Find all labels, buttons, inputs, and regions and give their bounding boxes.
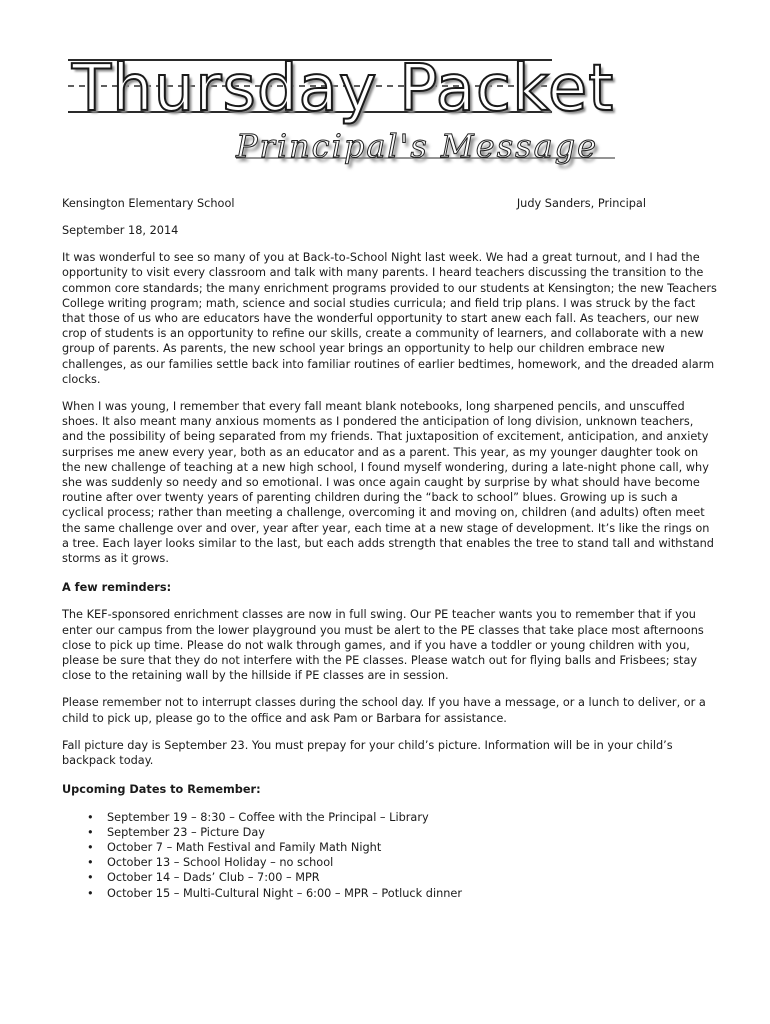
- list-item-text: September 23 – Picture Day: [107, 825, 265, 839]
- letter-date: September 18, 2014: [62, 224, 179, 237]
- dates-list: [62, 810, 718, 901]
- list-item: [87, 870, 718, 885]
- list-item-text: October 15 – Multi-Cultural Night – 6:00 – MPR – Potluck dinner: [107, 886, 463, 900]
- list-item: [87, 810, 718, 825]
- list-item-text: September 19 – 8:30 – Coffee with the Principal – Library: [107, 810, 429, 824]
- list-item: [87, 825, 718, 840]
- list-item: [87, 886, 718, 901]
- bullet-icon: •: [87, 810, 94, 824]
- dates-heading: Upcoming Dates to Remember:: [62, 783, 261, 797]
- bullet-icon: •: [87, 856, 94, 870]
- body-paragraph-2: When I was young, I remember that every fall meant blank notebooks, long sharpened pencils, and unscuffed shoes. It also meant many anxious moments as I pondered the anticipation of long division, unknown teachers, and the possibility of being separated from my friends. That juxtaposition of excitement, anticipation, and anxiety surprises me anew every year, both as an educator and as a parent. This year, as my younger daughter took on the new challenge of teaching at a new high school, I found myself wondering, during a late-night phone call, why she was suddenly so needy and so emotional. I was once again caught by surprise by what should have become routine after over twenty years of parenting children during the “back to school” blues. Growing up is such a cyclical process; rather than meeting a challenge, overcoming it and moving on, children (and adults) often meet the same challenge over and over, year after year, each time at a new stage of development. It’s like the rings on a tree. Each layer looks similar to the last, but each adds strength that enables the tree to stand tall and withstand storms as it grows.: [62, 400, 714, 566]
- list-item: [87, 840, 718, 855]
- list-item-text: October 14 – Dads’ Club – 7:00 – MPR: [107, 871, 320, 885]
- masthead-subtitle: Principal's Message: [236, 127, 599, 165]
- list-item: [87, 855, 718, 870]
- reminders-heading: A few reminders:: [62, 581, 172, 595]
- letter-content: [62, 196, 718, 901]
- bullet-icon: •: [87, 840, 94, 854]
- reminder-paragraph-1: The KEF-sponsored enrichment classes are now in full swing. Our PE teacher wants you to remember that if you enter our campus from the lower playground you must be alert to the PE classes that take place most afternoons close to pick up time. Please do not walk through games, and if you have a toddler or young children with you, please be sure that they do not interfere with the PE classes. Please watch out for flying balls and Frisbees; stay close to the retaining wall by the hillside if PE classes are in session.: [62, 608, 704, 683]
- list-item-text: October 7 – Math Festival and Family Math Night: [107, 840, 382, 854]
- bullet-icon: •: [87, 871, 94, 885]
- list-item-text: October 13 – School Holiday – no school: [107, 856, 334, 870]
- masthead-title: Thursday Packet: [72, 52, 615, 126]
- bullet-icon: •: [87, 886, 94, 900]
- body-paragraph-1: It was wonderful to see so many of you at Back-to-School Night last week. We had a great turnout, and I had the opportunity to visit every classroom and talk with many parents. I heard teachers discussing the transition to the common core standards; the many enrichment programs provided to our students at Kensington; the new Teachers College writing program; math, science and social studies curricula; and field trip plans. I was struck by the fact that those of us who are educators have the wonderful opportunity to start anew each fall. As teachers, our new crop of students is an opportunity to refine our skills, create a community of learners, and collaborate with a new group of parents. As parents, the new school year brings an opportunity to help our children embrace new challenges, as our families settle back into familiar routines of earlier bedtimes, homework, and the dreaded alarm clocks.: [62, 251, 717, 386]
- bullet-icon: •: [87, 825, 94, 839]
- reminder-paragraph-3: Fall picture day is September 23. You must prepay for your child’s picture. Information will be in your child’s backpack today.: [62, 738, 673, 768]
- principal-name: Judy Sanders, Principal: [516, 197, 646, 210]
- school-name: Kensington Elementary School: [62, 197, 235, 210]
- letter-header: [62, 196, 718, 211]
- reminder-paragraph-2: Please remember not to interrupt classes during the school day. If you have a message, or a lunch to deliver, or a child to pick up, please go to the office and ask Pam or Barbara for assistance.: [62, 696, 706, 725]
- masthead: [60, 50, 620, 195]
